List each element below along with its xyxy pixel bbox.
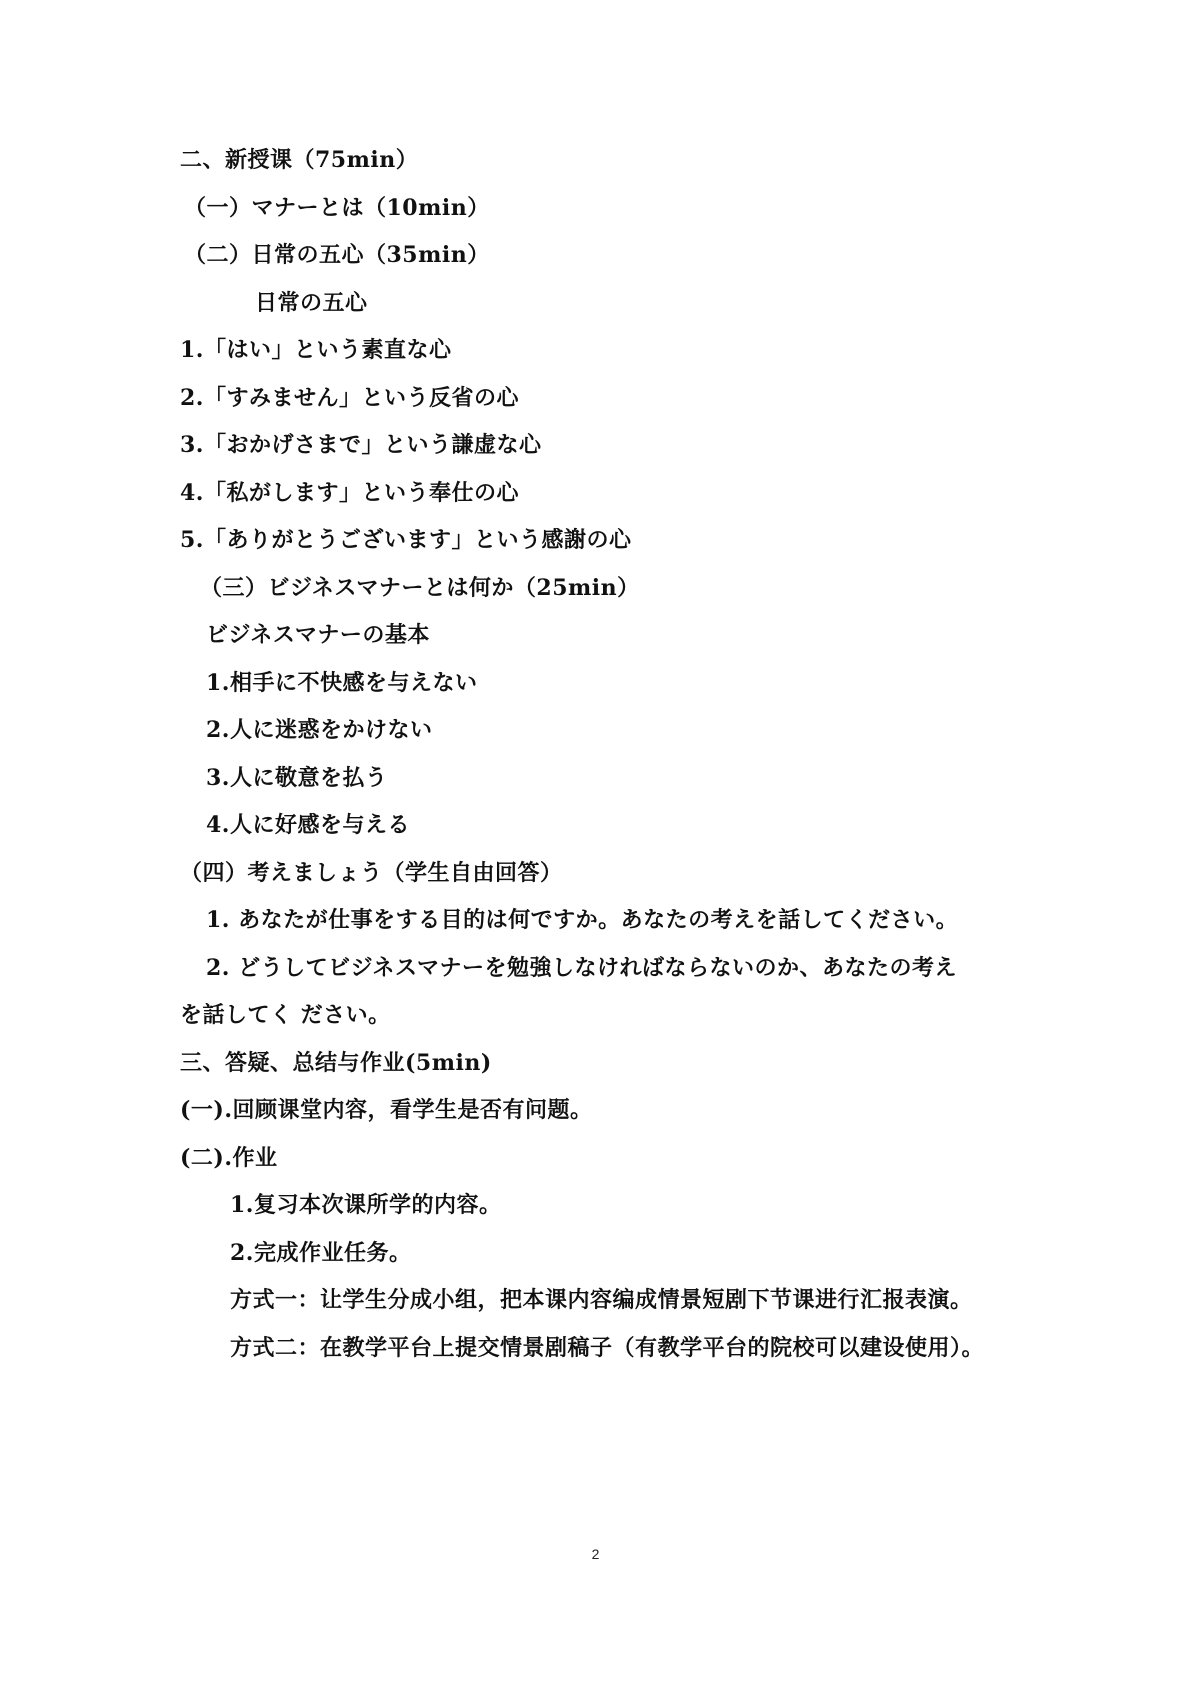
subsection-review: (一).回顾课堂内容，看学生是否有问题。 bbox=[180, 1097, 593, 1123]
sub-title-business-basics: ビジネスマナーの基本 bbox=[206, 622, 430, 648]
subsection-homework: (二).作业 bbox=[180, 1145, 278, 1171]
list-item: 2.「すみません」という反省の心 bbox=[180, 385, 519, 411]
page-number: 2 bbox=[591, 1546, 600, 1562]
list-item: 3.人に敬意を払う bbox=[206, 765, 388, 791]
list-item: 2.人に迷惑をかけない bbox=[206, 717, 433, 743]
subsection-heading-five-hearts: （二）日常の五心（35min） bbox=[184, 242, 490, 268]
question-item: 1. あなたが仕事をする目的は何ですか。あなたの考えを話してください。 bbox=[206, 907, 959, 933]
list-item: 3.「おかげさまで」という謙虚な心 bbox=[180, 432, 542, 458]
homework-method: 方式一：让学生分成小组，把本课内容编成情景短剧下节课进行汇报表演。 bbox=[230, 1287, 973, 1313]
question-item: 2. どうしてビジネスマナーを勉強しなければならないのか、あなたの考え bbox=[206, 955, 958, 981]
list-item: 4.「私がします」という奉仕の心 bbox=[180, 480, 519, 506]
sub-title-five-hearts: 日常の五心 bbox=[255, 290, 368, 316]
subsection-heading-business-manners: （三）ビジネスマナーとは何か（25min） bbox=[200, 575, 640, 601]
homework-item: 1.复习本次课所学的内容。 bbox=[230, 1192, 502, 1218]
list-item: 1.相手に不快感を与えない bbox=[206, 670, 478, 696]
subsection-heading-think: （四）考えましょう（学生自由回答） bbox=[180, 860, 563, 886]
list-item: 4.人に好感を与える bbox=[206, 812, 410, 838]
homework-method: 方式二：在教学平台上提交情景剧稿子（有教学平台的院校可以建设使用）。 bbox=[230, 1335, 985, 1361]
homework-item: 2.完成作业任务。 bbox=[230, 1240, 412, 1266]
section-heading-new-lesson: 二、新授课（75min） bbox=[180, 147, 419, 173]
question-item-continued: を話してく ださい。 bbox=[180, 1002, 391, 1028]
section-heading-summary: 三、答疑、总结与作业(5min) bbox=[180, 1050, 492, 1076]
list-item: 1.「はい」という素直な心 bbox=[180, 337, 452, 363]
list-item: 5.「ありがとうございます」という感謝の心 bbox=[180, 527, 632, 553]
subsection-heading-manners: （一）マナーとは（10min） bbox=[184, 195, 490, 221]
